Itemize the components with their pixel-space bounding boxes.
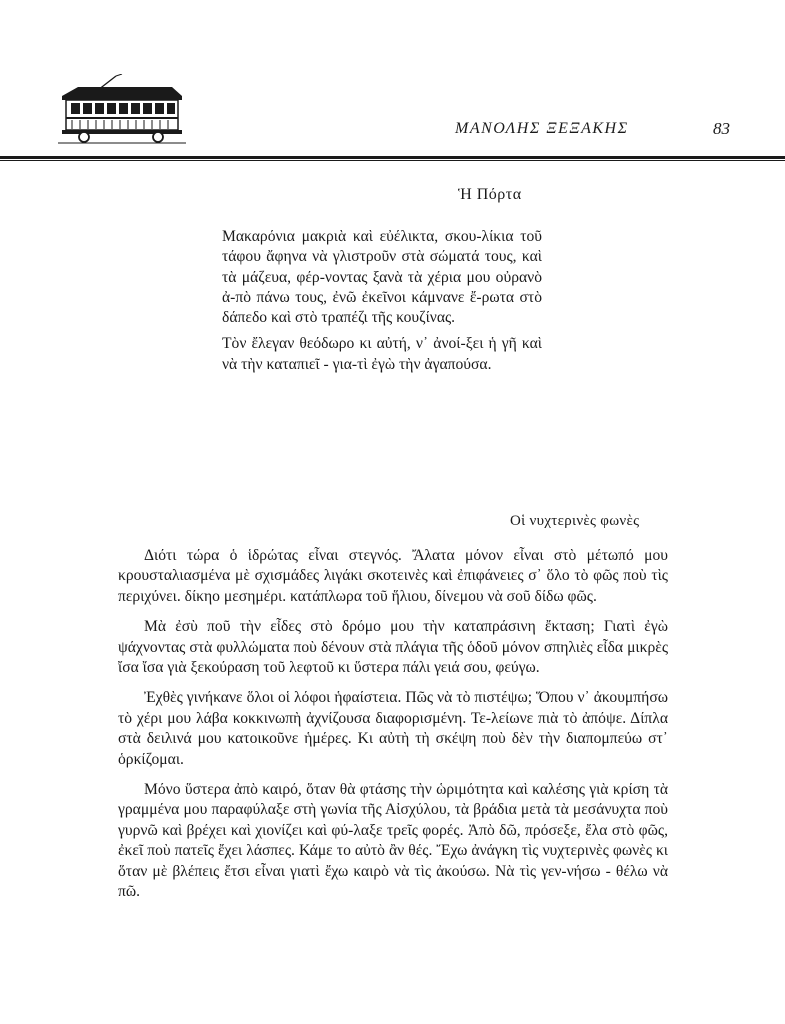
prose-paragraph: Μόνο ὕστερα ἀπὸ καιρό, ὅταν θὰ φτάσης τὴν ὡριμότητα καὶ καλέσης γιὰ κρίση τὰ γραμμένα μου παραφύλαξε στὴ γωνία τῆς Αἰσχύλου, τὰ βράδια μετὰ τὰ μεσάνυχτα ποὺ γυρνῶ καὶ βρέχει καὶ χιονίζει καὶ φύ-λαξε τρεῖς φορές. Ἀπὸ δῶ, πρόσεξε, ἔλα στὸ φῶς, ἐκεῖ ποὺ πατεῖς ἔχει λάσπες. Κάμε το αὐτὸ ἂν θές. Ἔχω ἀνάγκη τὶς νυχτερινὲς φωνὲς κι ὅταν μὲ βλέπεις ἔτσι εἶναι γιατὶ ἔχω καιρὸ νὰ τὶς ἀκούσω. Νὰ τὶς γεν-νήσω - θέλω νὰ πῶ. xyxy=(118,781,668,901)
header-rule-thin xyxy=(0,160,785,161)
page-number: 83 xyxy=(713,119,730,138)
prose-paragraph: Διότι τώρα ὁ ἱδρώτας εἶναι στεγνός. Ἄλατα μόνον εἶναι στὸ μέτωπό μου κρουσταλιασμένα μὲ σχισμάδες λιγάκι σκοτεινὲς καὶ ἐπιφάνειες σ᾽ ὅλο τὸ φῶς ποὺ τὶς περιχύνει. δίκηο μεσημέρι. κατάπλωρα τοῦ ἥλιου, δίνεμου νὰ σοῦ δίδω φῶς. xyxy=(118,547,668,605)
prose-paragraph: Ἐχθὲς γινήκανε ὅλοι οἱ λόφοι ἡφαίστεια. Πῶς νὰ τὸ πιστέψω; Ὅπου ν᾽ ἀκουμπήσω τὸ χέρι μου λάβα κοκκινωπὴ ἀχνίζουσα διαφορισμένη. Τε-λείωνε πιὰ τὸ ἀπόψε. Δίπλα στὰ δειλινά μου κατοικοῦνε ἡμέρες. Κι αὐτὴ τὴ σκέψη ποὺ δὲν τὴν διαπομπεύω στ᾽ ὁρκίζομαι. xyxy=(118,689,668,768)
poem-stanza: Μακαρόνια μακριὰ καὶ εὐέλικτα, σκου-λίκια τοῦ τάφου ἄφηνα νὰ γλιστροῦν στὰ σώματά τους, καὶ τὰ μάζευα, φέρ-νοντας ξανὰ τὰ χέρια μου οὐρανὸ ἀ-πὸ πάνω τους, ἐνῶ ἐκεῖνοι κάμνανε ἔ-ρωτα στὸ δάπεδο καὶ στὸ τραπέζι τῆς κουζίνας. xyxy=(222,228,542,327)
prose-body xyxy=(118,546,668,913)
section-title: Οἱ νυχτερινὲς φωνὲς xyxy=(510,513,640,529)
poem-body xyxy=(222,227,542,381)
prose-paragraph: Μὰ ἐσὺ ποῦ τὴν εἶδες στὸ δρόμο μου τὴν καταπράσινη ἔκταση; Γιατὶ ἐγὼ ψάχνοντας στὰ φυλλώματα ποὺ δένουν στὰ πλάγια τῆς ὁδοῦ μόνον σπηλιὲς εἶδα μικρὲς ἴσα ἴσα γιὰ ξεκούραση τοῦ λεφτοῦ κι ὕστερα πάλι γειά σου, φεύγω. xyxy=(118,618,668,677)
header-rule xyxy=(0,156,785,159)
poem-stanza: Τὸν ἔλεγαν θεόδωρο κι αὐτή, ν᾽ ἀνοί-ξει ἡ γῆ καὶ νὰ τὴν καταπιεῖ - για-τὶ ἐγὼ τὴν ἀγαπούσα. xyxy=(222,335,542,373)
running-head: ΜΑΝΟΛΗΣ ΞΕΞΑΚΗΣ xyxy=(455,120,629,137)
tram-illustration xyxy=(58,74,186,144)
poem-title: Ἡ Πόρτα xyxy=(458,186,522,203)
